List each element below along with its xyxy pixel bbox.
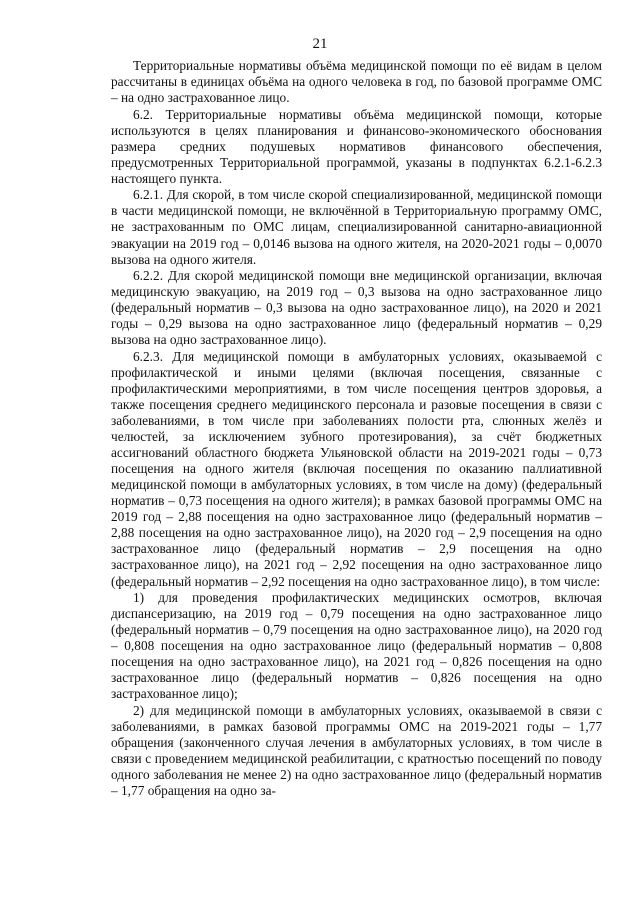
paragraph-item-1: 1) для проведения профилактических медицинских осмотров, включая диспансеризацию, на 2019 год – 0,79 посещения на одно застрахованное лицо (федеральный норматив – 0,79 посещения на одно застрахованное лицо), на 2020 год – 0,808 посещения на одно застрахованное лицо (федеральный норматив – 0,808 посещения на одно застрахованное лицо), на 2021 год – 0,826 посещения на одно застрахованное лицо (федеральный норматив – 0,826 посещения на одно застрахованное лицо); xyxy=(111,590,602,702)
paragraph-6-2: 6.2. Территориальные нормативы объёма медицинской помощи, которые используются в целях планирования и финансово-экономического обоснования размера средних подушевых нормативов финансового обеспечения, предусмотренных Территориальной программой, указаны в подпунктах 6.2.1-6.2.3 настоящего пункта. xyxy=(111,106,602,186)
paragraph-6-2-2: 6.2.2. Для скорой медицинской помощи вне медицинской организации, включая медицинскую эвакуацию, на 2019 год – 0,3 вызова на одно застрахованное лицо (федеральный норматив – 0,3 вызова на одно застрахованное лицо), на 2020 и 2021 годы – 0,29 вызова на одно застрахованное лицо (федеральный норматив – 0,29 вызова на одно застрахованное лицо). xyxy=(111,268,602,348)
page-number: 21 xyxy=(312,36,328,52)
paragraph-6-2-3: 6.2.3. Для медицинской помощи в амбулаторных условиях, оказываемой с профилактической и иными целями (включая посещения, связанные с профилактическими мероприятиями, в том числе посещения центров здоровья, а также посещения среднего медицинского персонала и разовые посещения в связи с заболеваниями, в том числе при заболеваниях полости рта, слюнных желёз и челюстей, за исключением зубного протезирования), за счёт бюджетных ассигнований областного бюджета Ульяновской области на 2019-2021 годы – 0,73 посещения на одного жителя (включая посещения по оказанию паллиативной медицинской помощи в амбулаторных условиях, в том числе на дому) (федеральный норматив – 0,73 посещения на одного жителя); в рамках базовой программы ОМС на 2019 год – 2,88 посещения на одно застрахованное лицо (федеральный норматив – 2,88 посещения на одно застрахованное лицо), на 2020 год – 2,9 посещения на одно застрахованное лицо (федеральный норматив – 2,9 посещения на одно застрахованное лицо), на 2021 год – 2,92 посещения на одно застрахованное лицо (федеральный норматив – 2,92 посещения на одно застрахованное лицо), в том числе: xyxy=(111,348,602,589)
paragraph-intro: Территориальные нормативы объёма медицинской помощи по её видам в целом рассчитаны в единицах объёма на одного человека в год, по базовой программе ОМС – на одно застрахованное лицо. xyxy=(111,58,602,106)
paragraph-item-2: 2) для медицинской помощи в амбулаторных условиях, оказываемой в связи с заболеваниями, в рамках базовой программы ОМС на 2019-2021 годы – 1,77 обращения (законченного случая лечения в амбулаторных условиях, в том числе в связи с проведением медицинской реабилитации, с кратностью посещений по поводу одного заболевания не менее 2) на одно застрахованное лицо (федеральный норматив – 1,77 обращения на одно за- xyxy=(111,702,602,799)
document-body xyxy=(111,58,602,799)
paragraph-6-2-1: 6.2.1. Для скорой, в том числе скорой специализированной, медицинской помощи в части медицинской помощи, не включённой в Территориальную программу ОМС, не застрахованным по ОМС лицам, специализированной санитарно-авиационной эвакуации на 2019 год – 0,0146 вызова на одного жителя, на 2020-2021 годы – 0,0070 вызова на одного жителя. xyxy=(111,187,602,267)
